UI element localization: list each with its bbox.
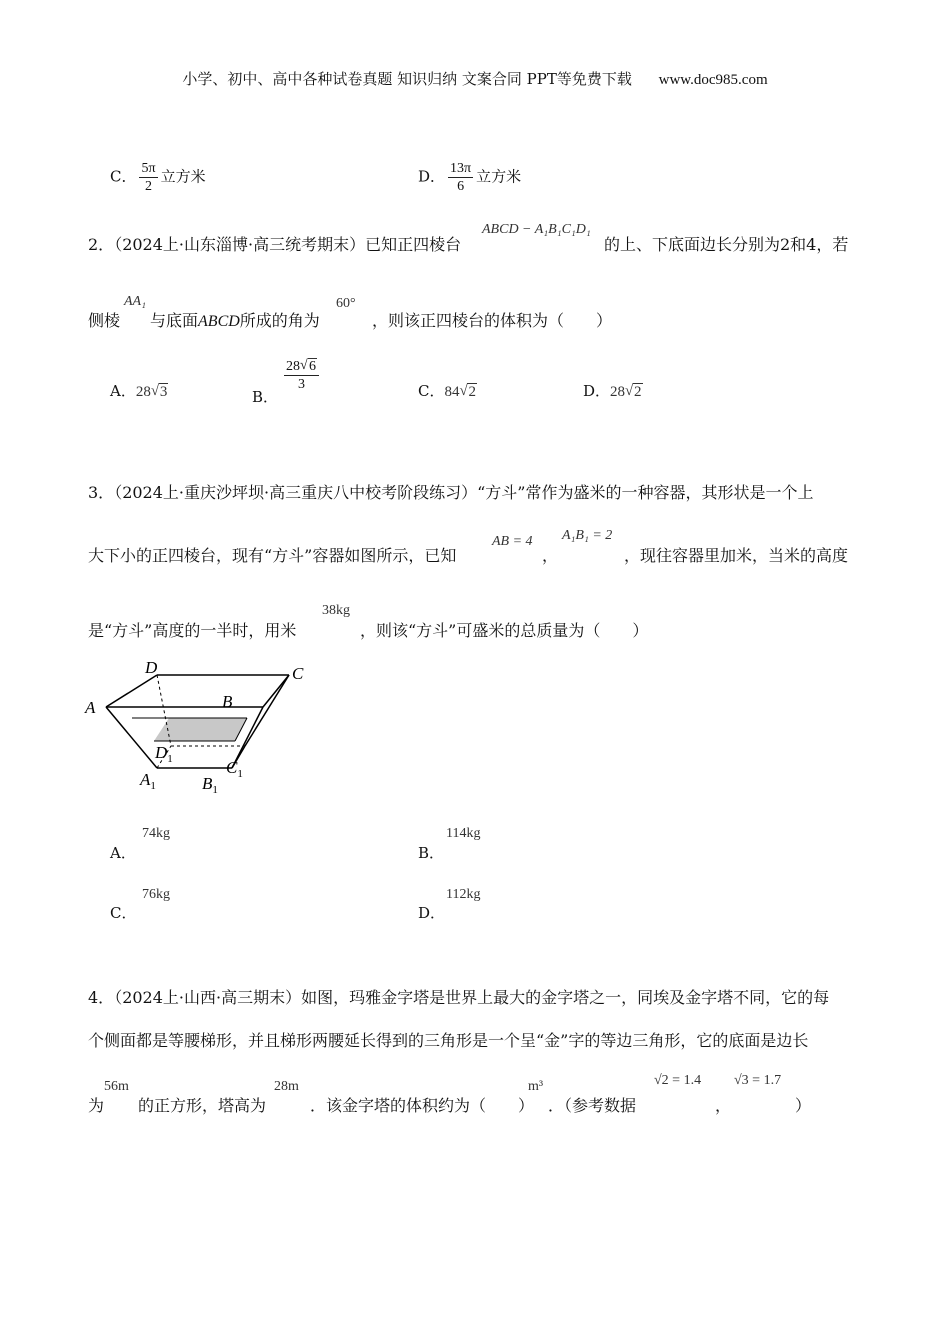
q3-option-b-label[interactable]: B． xyxy=(418,844,445,862)
question-number: 2． xyxy=(88,235,115,254)
q2-solid-name: ABCD − A₁B₁C₁D₁ xyxy=(482,222,591,237)
label-b: B xyxy=(222,692,233,711)
q2-option-b[interactable]: B． $\frac{28√ 6}{3}$ xyxy=(252,358,322,393)
q3-ab: AB = 4 xyxy=(492,534,533,549)
label-d: D xyxy=(145,658,158,677)
q4-line-3f: ） xyxy=(795,1096,812,1115)
q3-line-2a: 大下小的正四棱台，现有“方斗”容器如图所示，已知 xyxy=(88,546,457,565)
edge-bc xyxy=(263,675,289,707)
edge-cc1 xyxy=(245,675,289,746)
q4-ref-2: √3 = 1.7 xyxy=(734,1073,782,1088)
q4-ref-1: √2 = 1.4 xyxy=(654,1073,702,1088)
q3-a1b1: A₁B₁ = 2 xyxy=(562,528,613,543)
q3-line-2b: ，现往容器里加米，当米的高度 xyxy=(624,546,849,565)
q2-angle: 60° xyxy=(336,296,356,311)
q1-option-c[interactable]: C． $\frac{5\pi}{2}$ 立方米 xyxy=(110,161,206,194)
label-d1: $D_1$ xyxy=(155,743,173,765)
q3-line-3b: ，则该“方斗”可盛米的总质量为（ ） xyxy=(360,621,649,640)
label-a1: $A_1$ xyxy=(140,770,156,792)
question-number: 3． xyxy=(88,483,115,502)
edge-ad xyxy=(106,675,157,707)
frustum-figure xyxy=(82,655,322,795)
q2-option-a[interactable]: A．28√ 3 xyxy=(110,380,168,401)
q3-option-b-value: 114kg xyxy=(446,826,481,841)
question-number: 4． xyxy=(88,988,115,1007)
q1-option-d[interactable]: D． $\frac{13\pi}{6}$ 立方米 xyxy=(418,161,522,194)
fraction: $\frac{13\pi}{6}$ xyxy=(450,161,472,194)
q2-line-2b: 与底面ABCD所成的角为 xyxy=(150,311,320,330)
q3-option-a-value: 74kg xyxy=(142,826,170,841)
q3-mass: 38kg xyxy=(322,603,350,618)
q2-line-1: 2．（2024上·山东淄博·高三统考期末）已知正四棱台 xyxy=(88,235,462,254)
q4-line-3d: ．（参考数据 xyxy=(548,1096,637,1115)
q4-line-3c: ．该金字塔的体积约为（ ） xyxy=(310,1096,535,1115)
label-a: A xyxy=(85,698,96,717)
page-header xyxy=(0,68,950,89)
q3-option-a-label[interactable]: A． xyxy=(110,844,136,862)
edge-aa1 xyxy=(106,707,157,768)
q4-line-3b: 的正方形，塔高为 xyxy=(138,1096,267,1115)
label-c1: $C_1$ xyxy=(226,758,243,780)
q3-comma: ， xyxy=(542,546,559,565)
q2-option-d[interactable]: D．28√ 2 xyxy=(583,380,643,401)
q3-option-d-value: 112kg xyxy=(446,887,481,902)
q3-option-c-label[interactable]: C． xyxy=(110,904,137,922)
q4-line-2: 个侧面都是等腰梯形，并且梯形两腰延长得到的三角形是一个呈“金”字的等边三角形，它的底面是边长 xyxy=(88,1031,809,1050)
q3-option-c-value: 76kg xyxy=(142,887,170,902)
q2-face: ABCD xyxy=(198,313,240,330)
q2-line-2a: 侧棱 xyxy=(88,311,121,330)
fraction: $\frac{28√ 6}{3}$ xyxy=(284,358,319,393)
q2-option-c[interactable]: C．84√ 2 xyxy=(418,380,477,401)
fraction: $\frac{5\pi}{2}$ xyxy=(141,161,156,194)
q4-height: 28m xyxy=(274,1079,299,1094)
q4-unit: m³ xyxy=(528,1079,544,1094)
q4-side: 56m xyxy=(104,1079,129,1094)
q4-line-3e: ， xyxy=(715,1096,732,1115)
q2-edge: AA₁ xyxy=(124,294,146,309)
q2-line-2c: ，则该正四棱台的体积为（ ） xyxy=(372,311,613,330)
q3-line-1: 3．（2024上·重庆沙坪坝·高三重庆八中校考阶段练习）“方斗”常作为盛米的一种容器，其形状是一个上 xyxy=(88,483,814,502)
label-c: C xyxy=(292,664,304,683)
header-url[interactable]: www.doc985.com xyxy=(658,72,768,88)
label-b1: $B_1$ xyxy=(202,774,218,795)
q4-line-1: 4．（2024上·山西·高三期末）如图，玛雅金字塔是世界上最大的金字塔之一，同埃及金字塔不同，它的每 xyxy=(88,988,830,1007)
q4-line-3a: 为 xyxy=(88,1096,105,1115)
q3-option-d-label[interactable]: D． xyxy=(418,904,446,922)
header-text: 小学、初中、高中各种试卷真题 知识归纳 文案合同 PPT等免费下载 xyxy=(182,70,632,88)
q2-line-1-end: 的上、下底面边长分别为2和4，若 xyxy=(604,235,849,254)
q3-line-3a: 是“方斗”高度的一半时，用米 xyxy=(88,621,297,640)
